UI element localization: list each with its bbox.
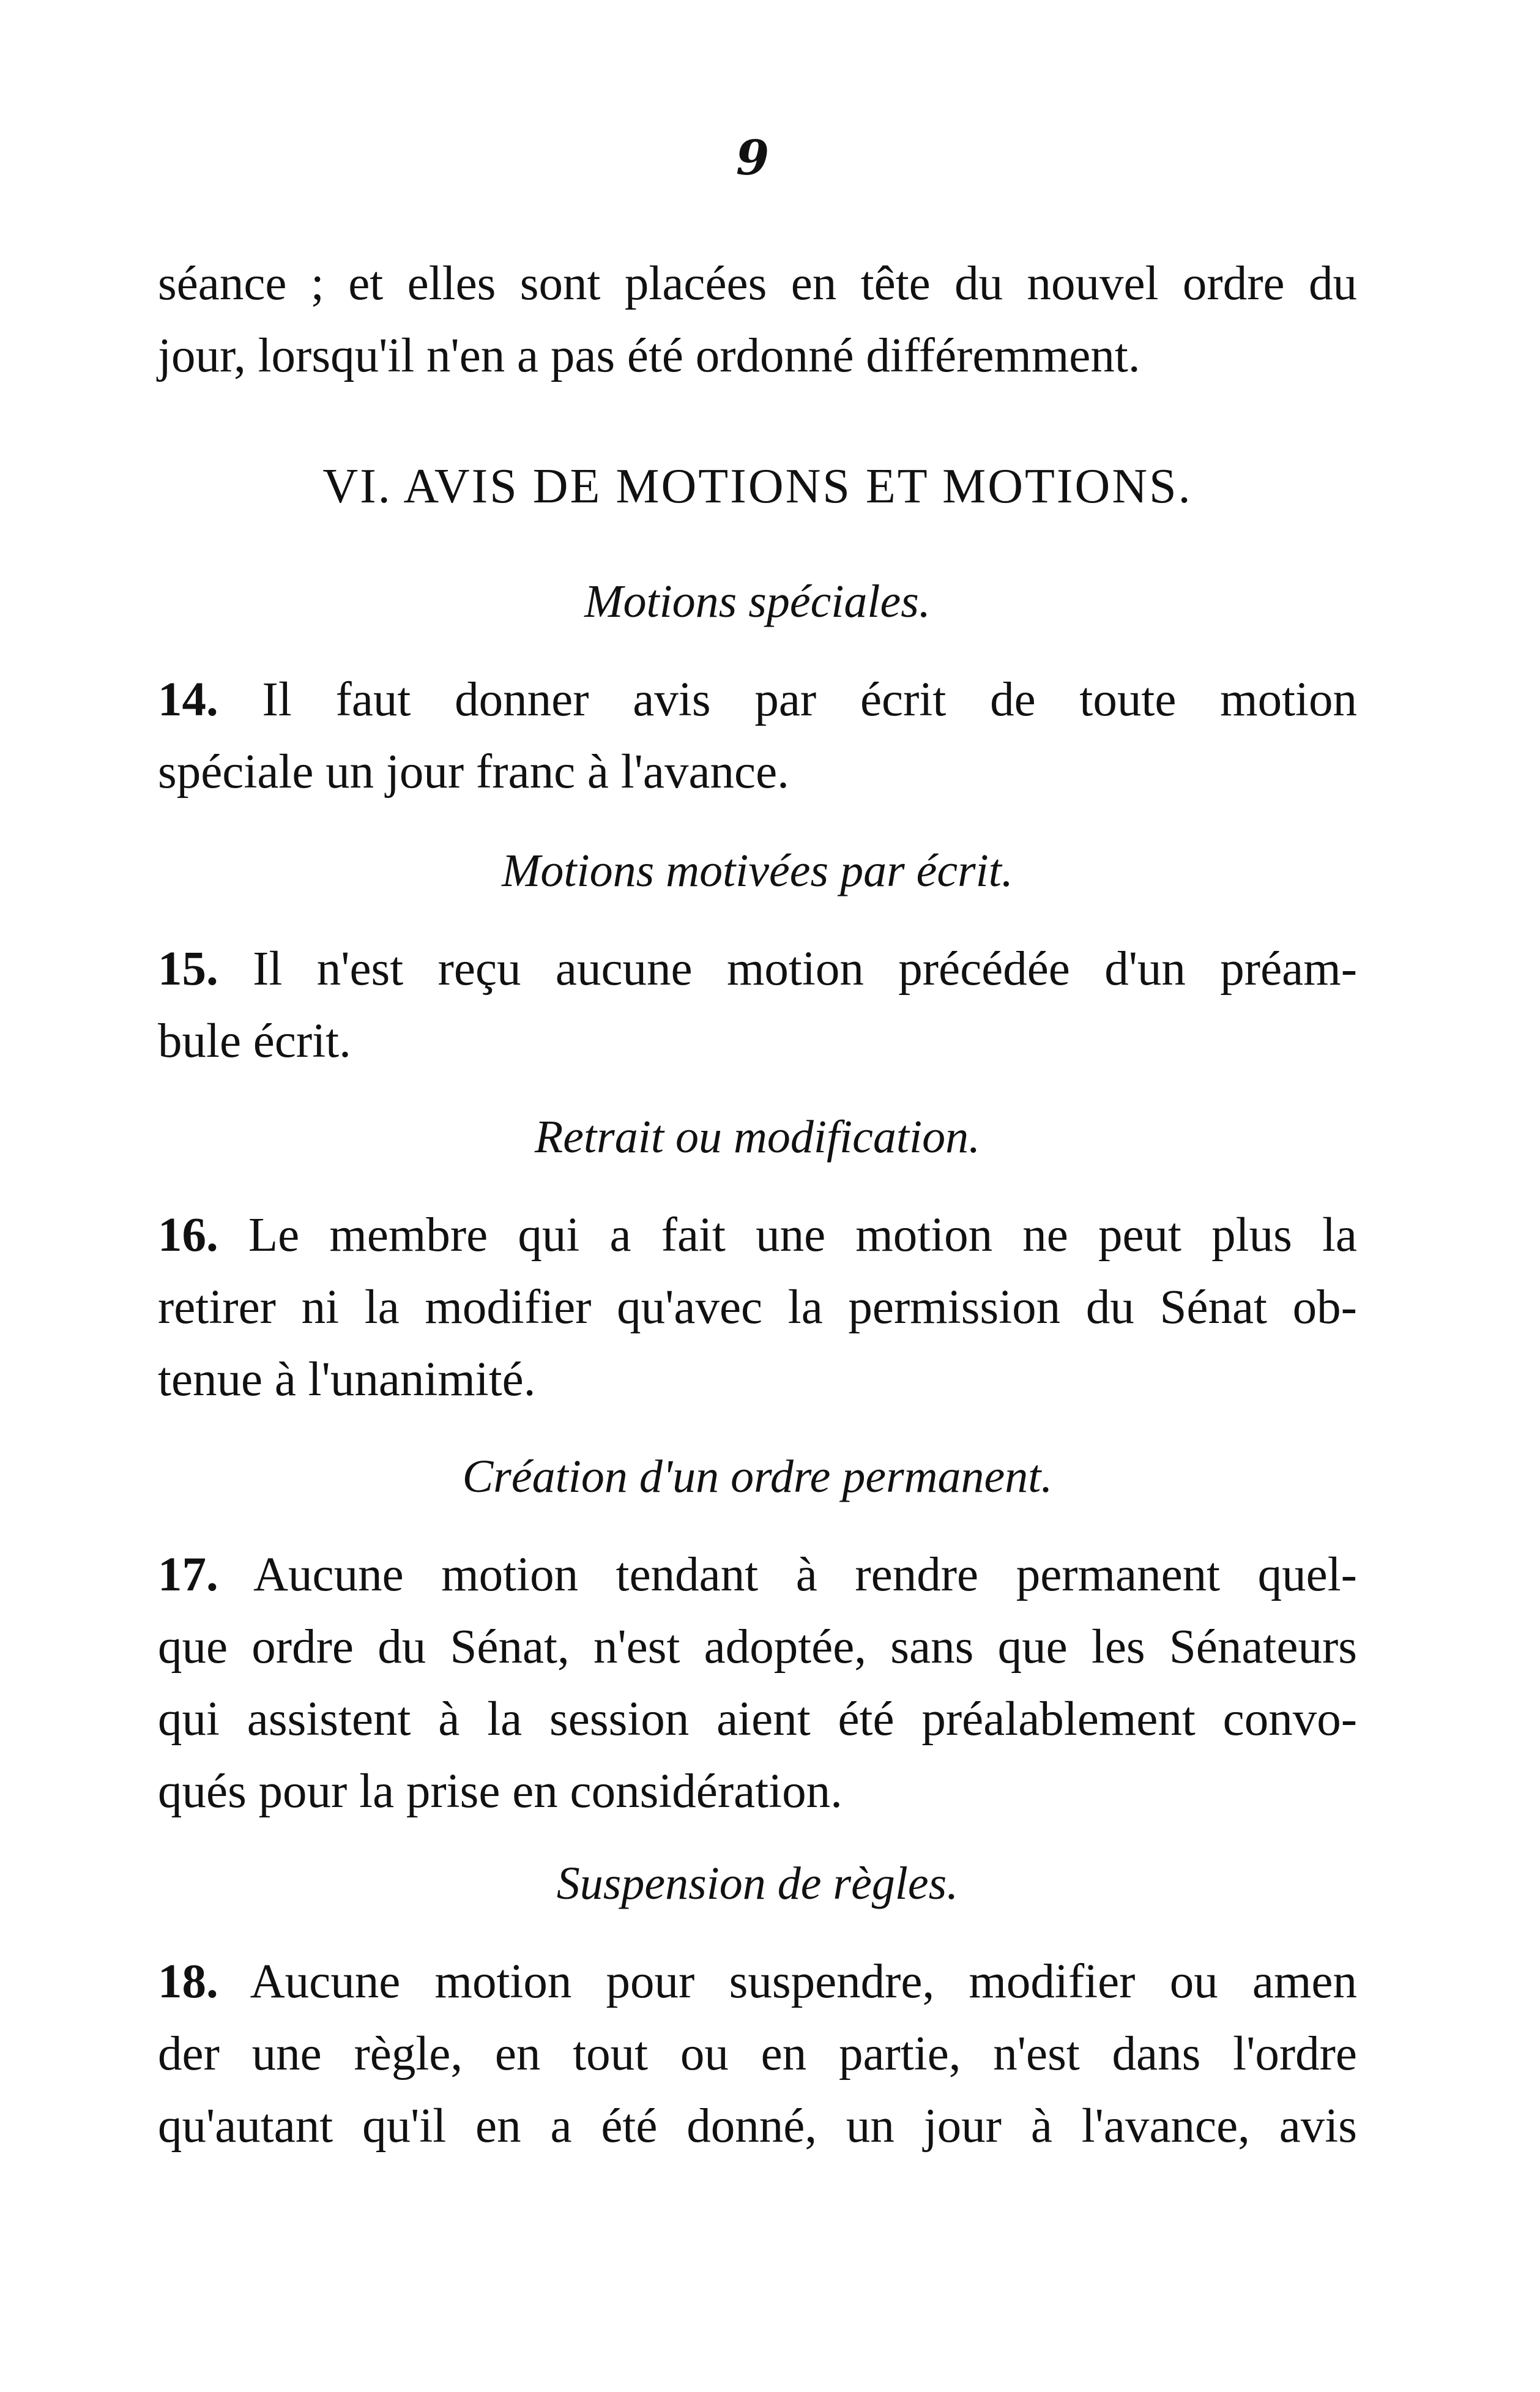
continuation-paragraph: [158, 248, 1357, 392]
page-number: 9: [735, 130, 770, 186]
article-17: [158, 1539, 1357, 1828]
paragraph-line: Il faut donner avis par écrit de toute motion: [262, 673, 1358, 726]
paragraph-line: bule écrit.: [158, 1015, 351, 1068]
paragraph-line: Aucune motion tendant à rendre permanent quel-: [253, 1548, 1357, 1601]
paragraph-line: séance ; et elles sont placées en tête du nouvel ordre du: [158, 257, 1357, 310]
article-subheading: Création d'un ordre permanent.: [462, 1451, 1053, 1502]
paragraph-line: tenue à l'unanimité.: [158, 1353, 536, 1406]
paragraph-line: Aucune motion pour suspendre, modifier ou amen: [250, 1955, 1357, 2008]
paragraph-line: que ordre du Sénat, n'est adoptée, sans que les Sénateurs: [158, 1620, 1357, 1674]
paragraph-line: jour, lorsqu'il n'en a pas été ordonné différemment.: [158, 329, 1140, 382]
article-16: [158, 1199, 1357, 1416]
article-subheading: Suspension de règles.: [556, 1858, 959, 1909]
paragraph-line: spéciale un jour franc à l'avance.: [158, 745, 789, 799]
article-number: 16.: [158, 1209, 218, 1262]
article-number: 18.: [158, 1955, 218, 2008]
article-subheading: Motions motivées par écrit.: [502, 845, 1013, 896]
paragraph-line: qués pour la prise en considération.: [158, 1765, 843, 1818]
article-18: [158, 1946, 1357, 2163]
paragraph-line: qu'autant qu'il en a été donné, un jour à l'avance, avis: [158, 2100, 1357, 2153]
article-number: 14.: [158, 673, 218, 726]
paragraph-line: Le membre qui a fait une motion ne peut plus la: [248, 1209, 1357, 1262]
article-subheading: Retrait ou modification.: [534, 1111, 981, 1163]
paragraph-line: der une règle, en tout ou en partie, n'est dans l'ordre: [158, 2027, 1357, 2081]
paragraph-line: retirer ni la modifier qu'avec la permission du Sénat ob-: [158, 1281, 1357, 1334]
article-subheading: Motions spéciales.: [584, 576, 931, 627]
paragraph-line: Il n'est reçu aucune motion précédée d'un préam-: [253, 942, 1357, 996]
article-14: [158, 664, 1357, 808]
section-heading: VI. AVIS DE MOTIONS ET MOTIONS.: [322, 460, 1192, 513]
article-number: 17.: [158, 1548, 218, 1601]
article-number: 15.: [158, 942, 218, 996]
article-15: [158, 933, 1357, 1078]
paragraph-line: qui assistent à la session aient été préalablement convo-: [158, 1693, 1357, 1746]
